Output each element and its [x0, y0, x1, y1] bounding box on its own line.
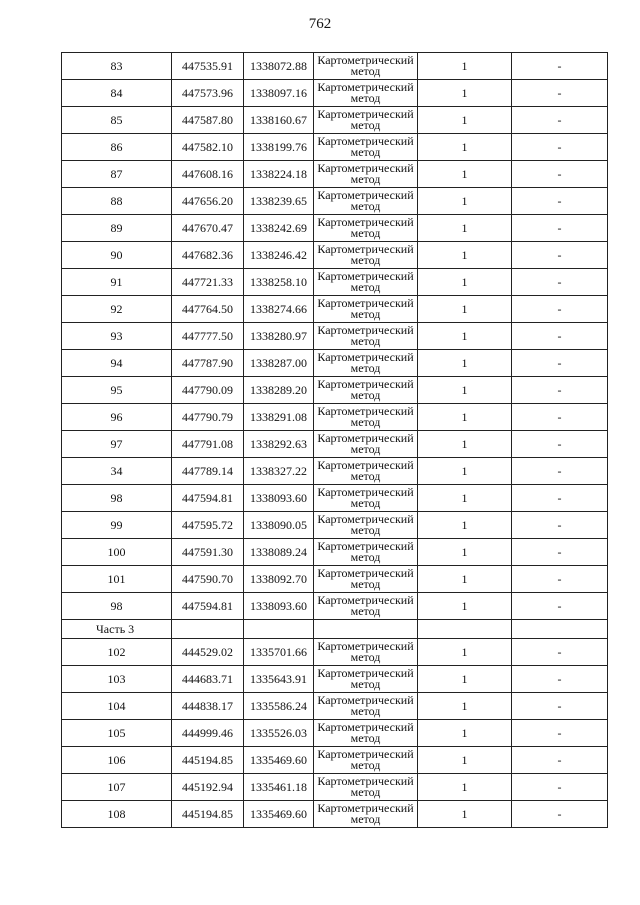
- empty-cell: [512, 620, 608, 639]
- x-coordinate-cell: 444683.71: [172, 666, 244, 693]
- y-coordinate-cell: 1335461.18: [244, 774, 314, 801]
- point-number-cell: 89: [62, 215, 172, 242]
- accuracy-cell: 1: [418, 485, 512, 512]
- method-cell: Картометрический метод: [314, 377, 418, 404]
- point-number-cell: 91: [62, 269, 172, 296]
- y-coordinate-cell: 1338092.70: [244, 566, 314, 593]
- coordinates-table: [61, 52, 608, 828]
- y-coordinate-cell: 1338160.67: [244, 107, 314, 134]
- note-cell: -: [512, 269, 608, 296]
- y-coordinate-cell: 1335526.03: [244, 720, 314, 747]
- empty-cell: [172, 620, 244, 639]
- table-row: [62, 431, 608, 458]
- point-number-cell: 98: [62, 485, 172, 512]
- table-row: [62, 107, 608, 134]
- accuracy-cell: 1: [418, 512, 512, 539]
- accuracy-cell: 1: [418, 53, 512, 80]
- table-row: [62, 215, 608, 242]
- note-cell: -: [512, 431, 608, 458]
- accuracy-cell: 1: [418, 666, 512, 693]
- note-cell: -: [512, 350, 608, 377]
- table-row: [62, 53, 608, 80]
- note-cell: -: [512, 593, 608, 620]
- method-cell: Картометрический метод: [314, 666, 418, 693]
- note-cell: -: [512, 53, 608, 80]
- note-cell: -: [512, 161, 608, 188]
- method-cell: Картометрический метод: [314, 801, 418, 828]
- table-row: [62, 134, 608, 161]
- table-row: [62, 350, 608, 377]
- note-cell: -: [512, 242, 608, 269]
- point-number-cell: 97: [62, 431, 172, 458]
- method-cell: Картометрический метод: [314, 485, 418, 512]
- point-number-cell: 85: [62, 107, 172, 134]
- empty-cell: [314, 620, 418, 639]
- point-number-cell: 105: [62, 720, 172, 747]
- y-coordinate-cell: 1338246.42: [244, 242, 314, 269]
- y-coordinate-cell: 1335586.24: [244, 693, 314, 720]
- x-coordinate-cell: 447656.20: [172, 188, 244, 215]
- x-coordinate-cell: 447535.91: [172, 53, 244, 80]
- point-number-cell: 96: [62, 404, 172, 431]
- method-cell: Картометрический метод: [314, 161, 418, 188]
- y-coordinate-cell: 1338097.16: [244, 80, 314, 107]
- y-coordinate-cell: 1335701.66: [244, 639, 314, 666]
- method-cell: Картометрический метод: [314, 512, 418, 539]
- accuracy-cell: 1: [418, 161, 512, 188]
- y-coordinate-cell: 1338224.18: [244, 161, 314, 188]
- x-coordinate-cell: 447573.96: [172, 80, 244, 107]
- accuracy-cell: 1: [418, 774, 512, 801]
- accuracy-cell: 1: [418, 350, 512, 377]
- accuracy-cell: 1: [418, 188, 512, 215]
- accuracy-cell: 1: [418, 539, 512, 566]
- note-cell: -: [512, 107, 608, 134]
- method-cell: Картометрический метод: [314, 593, 418, 620]
- page-number: 762: [308, 16, 332, 32]
- note-cell: -: [512, 666, 608, 693]
- section-row: [62, 620, 608, 639]
- note-cell: -: [512, 404, 608, 431]
- accuracy-cell: 1: [418, 107, 512, 134]
- table-row: [62, 161, 608, 188]
- empty-cell: [418, 620, 512, 639]
- x-coordinate-cell: 447594.81: [172, 593, 244, 620]
- x-coordinate-cell: 444999.46: [172, 720, 244, 747]
- point-number-cell: 100: [62, 539, 172, 566]
- accuracy-cell: 1: [418, 593, 512, 620]
- x-coordinate-cell: 447682.36: [172, 242, 244, 269]
- y-coordinate-cell: 1338291.08: [244, 404, 314, 431]
- empty-cell: [244, 620, 314, 639]
- x-coordinate-cell: 447787.90: [172, 350, 244, 377]
- point-number-cell: 95: [62, 377, 172, 404]
- accuracy-cell: 1: [418, 693, 512, 720]
- note-cell: -: [512, 566, 608, 593]
- x-coordinate-cell: 445194.85: [172, 747, 244, 774]
- table-row: [62, 666, 608, 693]
- point-number-cell: 98: [62, 593, 172, 620]
- table-row: [62, 512, 608, 539]
- note-cell: -: [512, 80, 608, 107]
- table-row: [62, 404, 608, 431]
- accuracy-cell: 1: [418, 431, 512, 458]
- note-cell: -: [512, 720, 608, 747]
- method-cell: Картометрический метод: [314, 566, 418, 593]
- y-coordinate-cell: 1338280.97: [244, 323, 314, 350]
- y-coordinate-cell: 1338093.60: [244, 593, 314, 620]
- table-row: [62, 458, 608, 485]
- y-coordinate-cell: 1338199.76: [244, 134, 314, 161]
- accuracy-cell: 1: [418, 458, 512, 485]
- method-cell: Картометрический метод: [314, 350, 418, 377]
- table-row: [62, 539, 608, 566]
- note-cell: -: [512, 377, 608, 404]
- note-cell: -: [512, 323, 608, 350]
- accuracy-cell: 1: [418, 720, 512, 747]
- table-row: [62, 566, 608, 593]
- y-coordinate-cell: 1338292.63: [244, 431, 314, 458]
- x-coordinate-cell: 447595.72: [172, 512, 244, 539]
- accuracy-cell: 1: [418, 269, 512, 296]
- y-coordinate-cell: 1338258.10: [244, 269, 314, 296]
- x-coordinate-cell: 445194.85: [172, 801, 244, 828]
- accuracy-cell: 1: [418, 80, 512, 107]
- method-cell: Картометрический метод: [314, 53, 418, 80]
- method-cell: Картометрический метод: [314, 215, 418, 242]
- note-cell: -: [512, 639, 608, 666]
- section-label: Часть 3: [62, 620, 172, 639]
- method-cell: Картометрический метод: [314, 107, 418, 134]
- method-cell: Картометрический метод: [314, 80, 418, 107]
- method-cell: Картометрический метод: [314, 323, 418, 350]
- note-cell: -: [512, 134, 608, 161]
- x-coordinate-cell: 447790.79: [172, 404, 244, 431]
- accuracy-cell: 1: [418, 404, 512, 431]
- accuracy-cell: 1: [418, 747, 512, 774]
- point-number-cell: 99: [62, 512, 172, 539]
- point-number-cell: 84: [62, 80, 172, 107]
- method-cell: Картометрический метод: [314, 693, 418, 720]
- table-row: [62, 269, 608, 296]
- point-number-cell: 107: [62, 774, 172, 801]
- x-coordinate-cell: 444838.17: [172, 693, 244, 720]
- table-row: [62, 296, 608, 323]
- x-coordinate-cell: 445192.94: [172, 774, 244, 801]
- table-row: [62, 593, 608, 620]
- method-cell: Картометрический метод: [314, 242, 418, 269]
- point-number-cell: 102: [62, 639, 172, 666]
- table-row: [62, 323, 608, 350]
- y-coordinate-cell: 1335469.60: [244, 747, 314, 774]
- point-number-cell: 104: [62, 693, 172, 720]
- x-coordinate-cell: 447594.81: [172, 485, 244, 512]
- y-coordinate-cell: 1335643.91: [244, 666, 314, 693]
- method-cell: Картометрический метод: [314, 639, 418, 666]
- point-number-cell: 34: [62, 458, 172, 485]
- accuracy-cell: 1: [418, 134, 512, 161]
- x-coordinate-cell: 447608.16: [172, 161, 244, 188]
- point-number-cell: 103: [62, 666, 172, 693]
- x-coordinate-cell: 447764.50: [172, 296, 244, 323]
- point-number-cell: 108: [62, 801, 172, 828]
- accuracy-cell: 1: [418, 323, 512, 350]
- x-coordinate-cell: 447721.33: [172, 269, 244, 296]
- note-cell: -: [512, 693, 608, 720]
- x-coordinate-cell: 447591.30: [172, 539, 244, 566]
- note-cell: -: [512, 485, 608, 512]
- table-row: [62, 80, 608, 107]
- y-coordinate-cell: 1338239.65: [244, 188, 314, 215]
- point-number-cell: 86: [62, 134, 172, 161]
- coordinates-table-body: [62, 53, 608, 828]
- point-number-cell: 88: [62, 188, 172, 215]
- accuracy-cell: 1: [418, 566, 512, 593]
- method-cell: Картометрический метод: [314, 296, 418, 323]
- point-number-cell: 101: [62, 566, 172, 593]
- x-coordinate-cell: 447789.14: [172, 458, 244, 485]
- method-cell: Картометрический метод: [314, 539, 418, 566]
- table-row: [62, 188, 608, 215]
- x-coordinate-cell: 447587.80: [172, 107, 244, 134]
- method-cell: Картометрический метод: [314, 774, 418, 801]
- x-coordinate-cell: 447582.10: [172, 134, 244, 161]
- table-row: [62, 485, 608, 512]
- x-coordinate-cell: 444529.02: [172, 639, 244, 666]
- table-row: [62, 693, 608, 720]
- y-coordinate-cell: 1338274.66: [244, 296, 314, 323]
- point-number-cell: 87: [62, 161, 172, 188]
- table-row: [62, 377, 608, 404]
- y-coordinate-cell: 1338072.88: [244, 53, 314, 80]
- note-cell: -: [512, 774, 608, 801]
- y-coordinate-cell: 1338089.24: [244, 539, 314, 566]
- note-cell: -: [512, 458, 608, 485]
- method-cell: Картометрический метод: [314, 458, 418, 485]
- note-cell: -: [512, 801, 608, 828]
- table-row: [62, 639, 608, 666]
- method-cell: Картометрический метод: [314, 134, 418, 161]
- method-cell: Картометрический метод: [314, 747, 418, 774]
- note-cell: -: [512, 188, 608, 215]
- method-cell: Картометрический метод: [314, 404, 418, 431]
- note-cell: -: [512, 215, 608, 242]
- method-cell: Картометрический метод: [314, 269, 418, 296]
- accuracy-cell: 1: [418, 296, 512, 323]
- x-coordinate-cell: 447791.08: [172, 431, 244, 458]
- y-coordinate-cell: 1335469.60: [244, 801, 314, 828]
- x-coordinate-cell: 447670.47: [172, 215, 244, 242]
- method-cell: Картометрический метод: [314, 188, 418, 215]
- note-cell: -: [512, 539, 608, 566]
- point-number-cell: 93: [62, 323, 172, 350]
- table-row: [62, 720, 608, 747]
- x-coordinate-cell: 447790.09: [172, 377, 244, 404]
- accuracy-cell: 1: [418, 801, 512, 828]
- point-number-cell: 92: [62, 296, 172, 323]
- y-coordinate-cell: 1338287.00: [244, 350, 314, 377]
- accuracy-cell: 1: [418, 242, 512, 269]
- point-number-cell: 106: [62, 747, 172, 774]
- note-cell: -: [512, 747, 608, 774]
- accuracy-cell: 1: [418, 215, 512, 242]
- accuracy-cell: 1: [418, 377, 512, 404]
- table-row: [62, 242, 608, 269]
- point-number-cell: 83: [62, 53, 172, 80]
- y-coordinate-cell: 1338327.22: [244, 458, 314, 485]
- note-cell: -: [512, 512, 608, 539]
- point-number-cell: 94: [62, 350, 172, 377]
- y-coordinate-cell: 1338289.20: [244, 377, 314, 404]
- x-coordinate-cell: 447590.70: [172, 566, 244, 593]
- y-coordinate-cell: 1338242.69: [244, 215, 314, 242]
- table-row: [62, 774, 608, 801]
- y-coordinate-cell: 1338090.05: [244, 512, 314, 539]
- y-coordinate-cell: 1338093.60: [244, 485, 314, 512]
- method-cell: Картометрический метод: [314, 720, 418, 747]
- method-cell: Картометрический метод: [314, 431, 418, 458]
- point-number-cell: 90: [62, 242, 172, 269]
- accuracy-cell: 1: [418, 639, 512, 666]
- table-row: [62, 747, 608, 774]
- note-cell: -: [512, 296, 608, 323]
- x-coordinate-cell: 447777.50: [172, 323, 244, 350]
- table-row: [62, 801, 608, 828]
